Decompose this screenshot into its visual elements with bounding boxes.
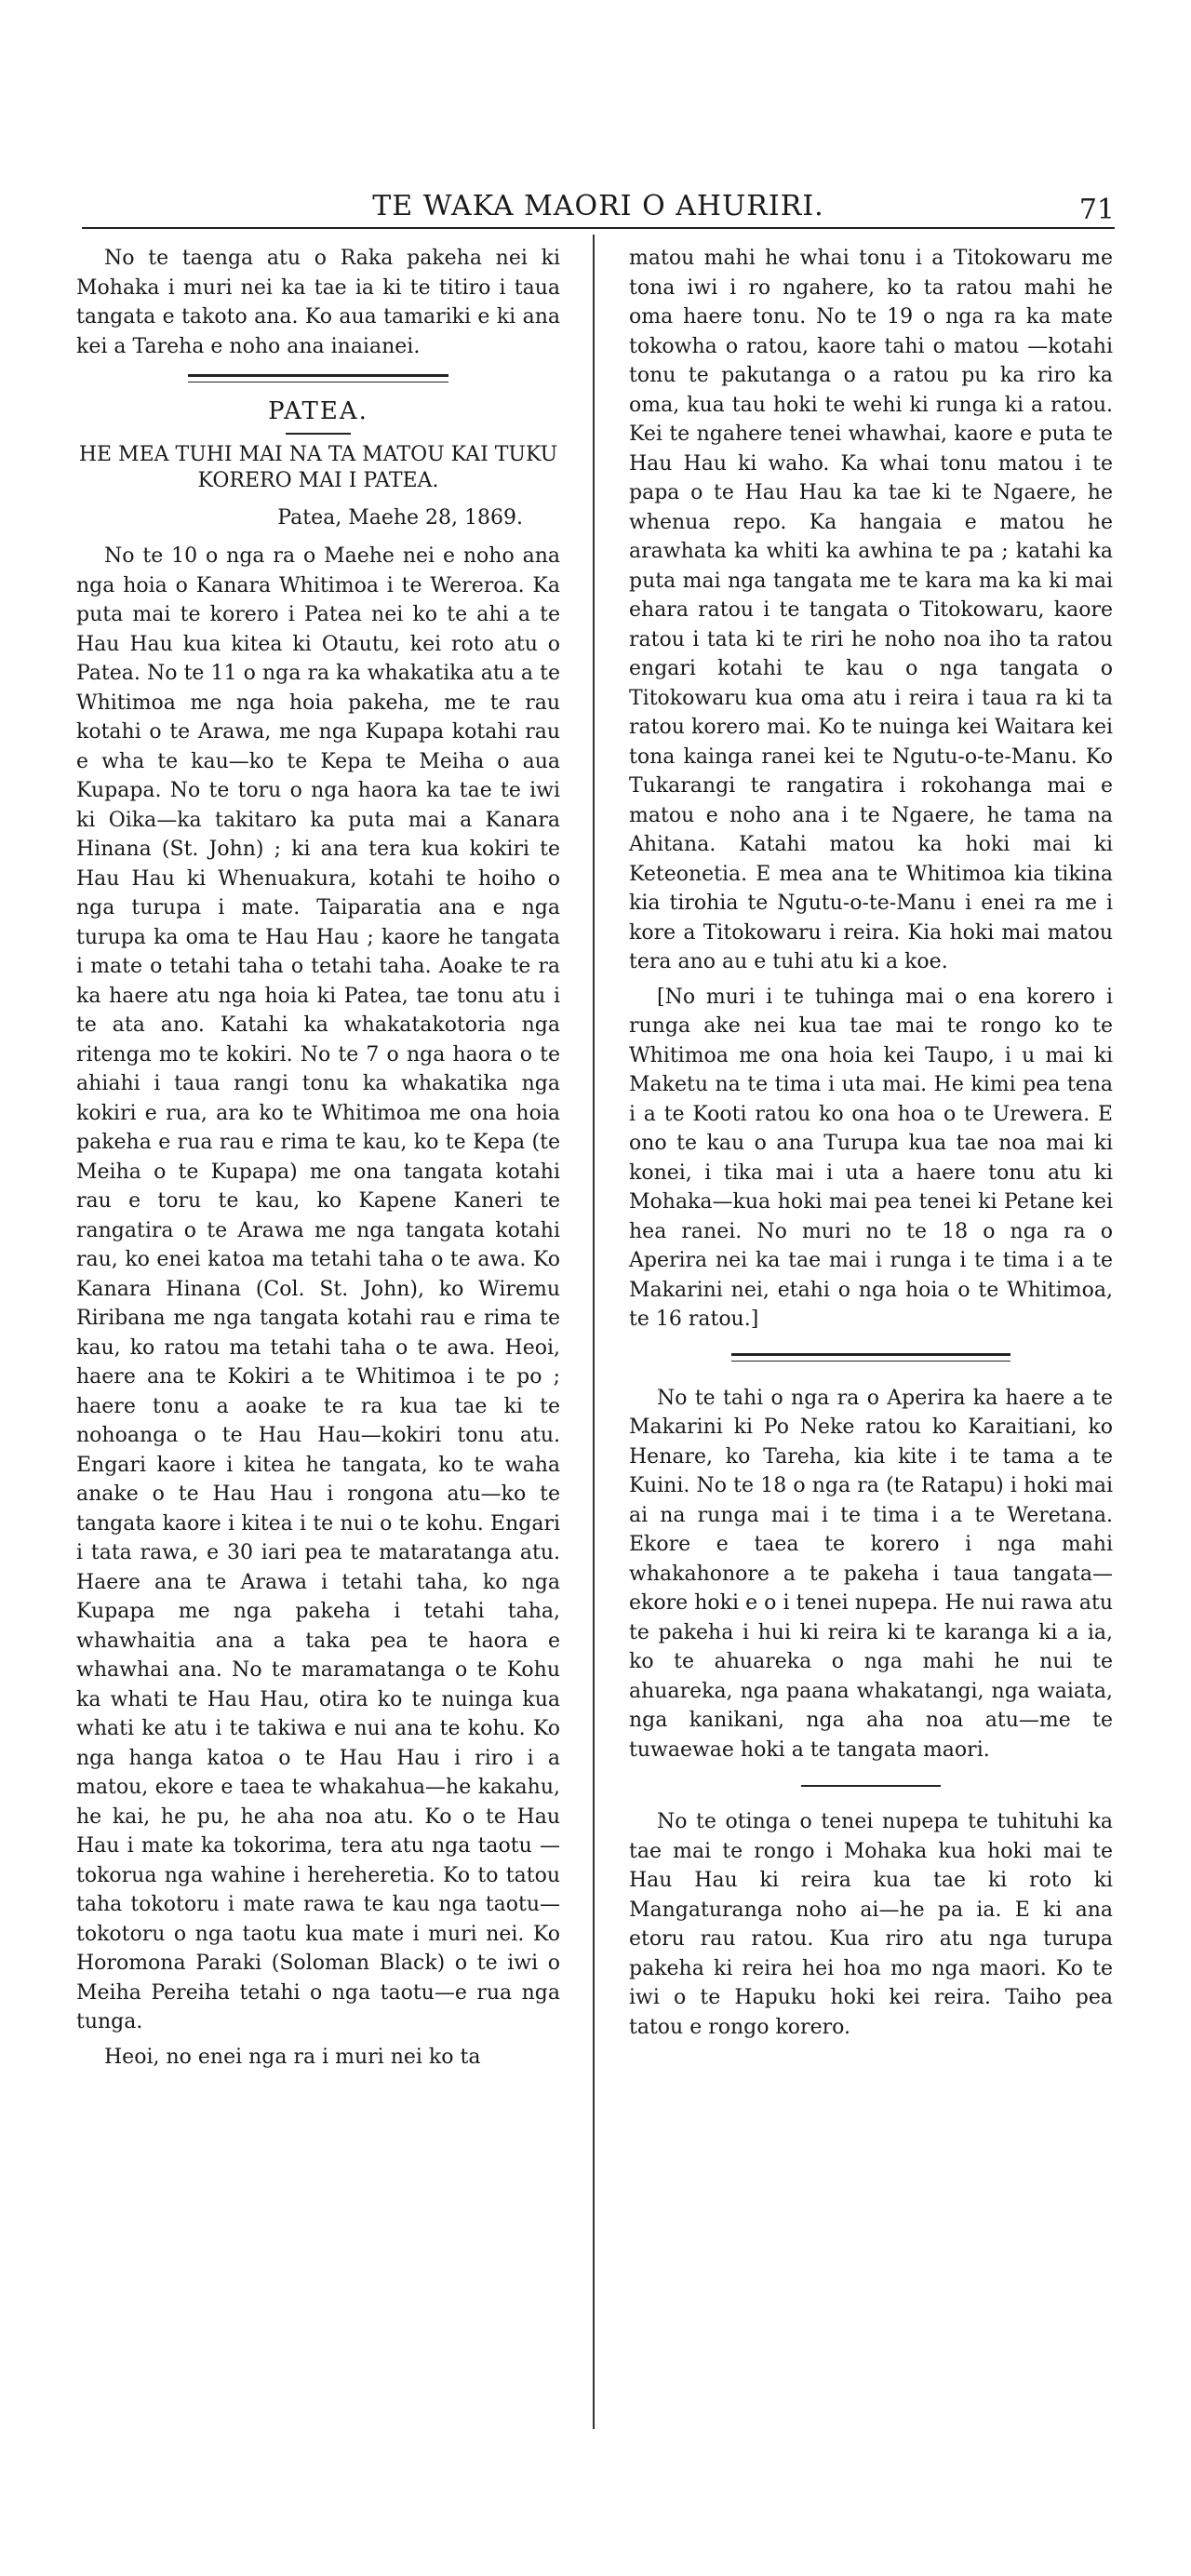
article-paragraph: Heoi, no enei nga ra i muri nei ko ta: [104, 2045, 481, 2069]
page-number: 71: [1078, 194, 1115, 226]
left-column: [76, 244, 560, 2077]
section-subtitle: HE MEA TUHI MAI NA TA MATOU KAI TUKU KORERO MAI I PATEA.: [78, 442, 558, 492]
column-divider: [593, 235, 595, 2429]
intro-paragraph: No te taenga atu o Raka pakeha nei ki Mohaka i muri nei ka tae ia ki te titiro i taua tangata e takoto ana. Ko aua tamariki e ki ana kei a Tareha e noho ana inaianei.: [76, 247, 560, 358]
news-paragraph: No te otinga o tenei nupepa te tuhituhi ka tae mai te rongo i Mohaka kua hoki mai te Hau Hau ki reira kua tae ki roto ki Mangaturanga noho ai—he pa ia. E ki ana etoru rau ratou. Kua riro atu nga turupa pakeha ki reira hei hoa mo nga maori. Ko te iwi o te Hapuku hoki kei reira. Taiho pea tatou e rongo korero.: [629, 1810, 1113, 2039]
right-column: [629, 244, 1113, 2047]
running-head: [82, 186, 1115, 226]
dateline: Patea, Maehe 28, 1869.: [277, 505, 523, 530]
item-separator: [801, 1785, 941, 1787]
title-rule: [286, 433, 351, 435]
editorial-note: [No muri i te tuhinga mai o ena korero i runga ake nei kua tae mai te rongo ko te Whitimoa me ona hoia kei Taupo, i u mai ki Maketu na te tima i uta mai. He kimi pea tena i a te Kooti ratou ko ona hoa o te Urewera. E ono te kau o ana Turupa kua tae noa mai ki konei, i tika mai i uta a haere tonu atu ki Mohaka—kua hoki mai pea tenei ki Petane kei hea ranei. No muri no te 18 o nga ra o Aperira nei ka tae mai i runga i te tima i a te Makarini nei, etahi o nga hoia o te Whitimoa, te 16 ratou.]: [629, 985, 1113, 1331]
section-separator: [188, 374, 448, 382]
article-paragraph-continued: matou mahi he whai tonu i a Titokowaru me tona iwi i ro ngahere, ko ta ratou mahi he oma haere tonu. No te 19 o nga ra ka mate tokowha o ratou, kaore tahi o matou —kotahi tonu te pakutanga o a ratou pu ka riro ka oma, kua tau hoki te wehi ki runga ki a ratou. Kei te ngahere tenei whawhai, kaore e puta te Hau Hau ki waho. Ka whai tonu matou i te papa o te Hau Hau ka tae ki te Ngaere, he whenua repo. Ka hangaia e matou he arawhata ka whiti ka awhina te pa ; katahi ka puta mai nga tangata me te kara ma ka ki mai ehara ratou i te tangata o Titokowaru, kaore ratou i tata ki te riri he noho noa iho ta ratou engari kotahi te kau o nga tangata o Titokowaru kua oma atu i reira i taua ra ki ta ratou korero mai. Ko te nuinga kei Waitara kei tona kainga ranei kei te Ngutu-o-te-Manu. Ko Tukarangi te rangatira i rokohanga mai e matou e noho ana i te Ngaere, he tama na Ahitana. Katahi matou ka hoki mai ki Keteonetia. E mea ana te Whitimoa kia tikina kia tirohia te Ngutu-o-te-Manu i enei ra me i kore a Titokowaru i reira. Kia hoki mai matou tera ano au e tuhi atu ki a koe.: [629, 247, 1113, 973]
section-separator: [731, 1353, 1010, 1362]
section-title: PATEA.: [268, 397, 368, 425]
header-rule: [82, 227, 1115, 229]
newspaper-title: TE WAKA MAORI O AHURIRI.: [372, 190, 824, 222]
news-paragraph: No te tahi o nga ra o Aperira ka haere a te Makarini ki Po Neke ratou ko Karaitiani, ko Henare, ko Tareha, kia kite i te tama a te Kuini. No te 18 o nga ra (te Ratapu) i hoki mai ai na runga mai i te tima i a te Weretana. Ekore e taea te korero i nga mahi whakahonore a te pakeha i taua tangata—ekore hoki e o i tenei nupepa. He nui rawa atu te pakeha i hui ki reira ki te karanga ki a ia, ko te ahuareka o nga mahi he nui te ahuareka, nga paana whakatangi, nga waiata, nga kanikani, nga aha noa atu—me te tuwaewae hoki a te tangata maori.: [629, 1386, 1113, 1762]
article-paragraph: No te 10 o nga ra o Maehe nei e noho ana nga hoia o Kanara Whitimoa i te Wereroa. Ka puta mai te korero i Patea nei ko te ahi a te Hau Hau kua kitea ki Otautu, kei roto atu o Patea. No te 11 o nga ra ka whakatika atu a te Whitimoa me nga hoia pakeha, me te rau kotahi o te Arawa, me nga Kupapa kotahi rau e wha te kau—ko te Kepa te Meiha o aua Kupapa. No te toru o nga haora ka tae te iwi ki Oika—ka takitaro ka puta mai a Kanara Hinana (St. John) ; ki ana tera kua kokiri te Hau Hau ki Whenuakura, kotahi te hoiho o nga turupa i mate. Taiparatia ana e nga turupa ka oma te Hau Hau ; kaore he tangata i mate o tetahi taha o tetahi taha. Aoake te ra ka haere atu nga hoia ki Patea, tae tonu atu i te ata ano. Katahi ka whakatakotoria nga ritenga mo te kokiri. No te 7 o nga haora o te ahiahi i taua rangi tonu ka whakatika nga kokiri e rua, ara ko te Whitimoa me ona hoia pakeha e rua rau e rima te kau, ko te Kepa (te Meiha o te Kupapa) me ona tangata kotahi rau e toru te kau, ko Kapene Kaneri te rangatira o te Arawa me nga tangata kotahi rau, ko enei katoa ma tetahi taha o te awa. Ko Kanara Hinana (Col. St. John), ko Wiremu Riribana me nga tangata kotahi rau e rima te kau, ko ratou ma tetahi taha o te awa. Heoi, haere ana te Kokiri a te Whitimoa i te po ; haere tonu a aoake te ra kua tae ki te nohoanga o te Hau Hau—kokiri tonu atu. Engari kaore i kitea he tangata, ko te waha anake o te Hau Hau i rongona atu—ko te tangata kaore i kitea i te nui o te kohu. Engari i tata rawa, e 30 iari pea te mataratanga atu. Haere ana te Arawa i tetahi taha, ko nga Kupapa me nga pakeha i tetahi taha, whawhaitia ana a taka pea te haora e whawhai ana. No te maramatanga o te Kohu ka whati te Hau Hau, otira ko te nuinga kua whati ke atu i te takiwa e nui ana te kohu. Ko nga hanga katoa o te Hau Hau i riro i a matou, ekore e taea te whakahua—he kakahu, he kai, he pu, he aha noa atu. Ko o te Hau Hau i mate ka tokorima, tera atu nga taotu —tokorua nga wahine i hereheretia. Ko to tatou taha tokotoru i mate rawa te kau nga taotu—tokotoru o nga taotu kua mate i muri nei. Ko Horomona Paraki (Soloman Black) o te iwi o Meiha Pereiha tetahi o nga taotu—e rua nga tunga.: [76, 544, 560, 2033]
